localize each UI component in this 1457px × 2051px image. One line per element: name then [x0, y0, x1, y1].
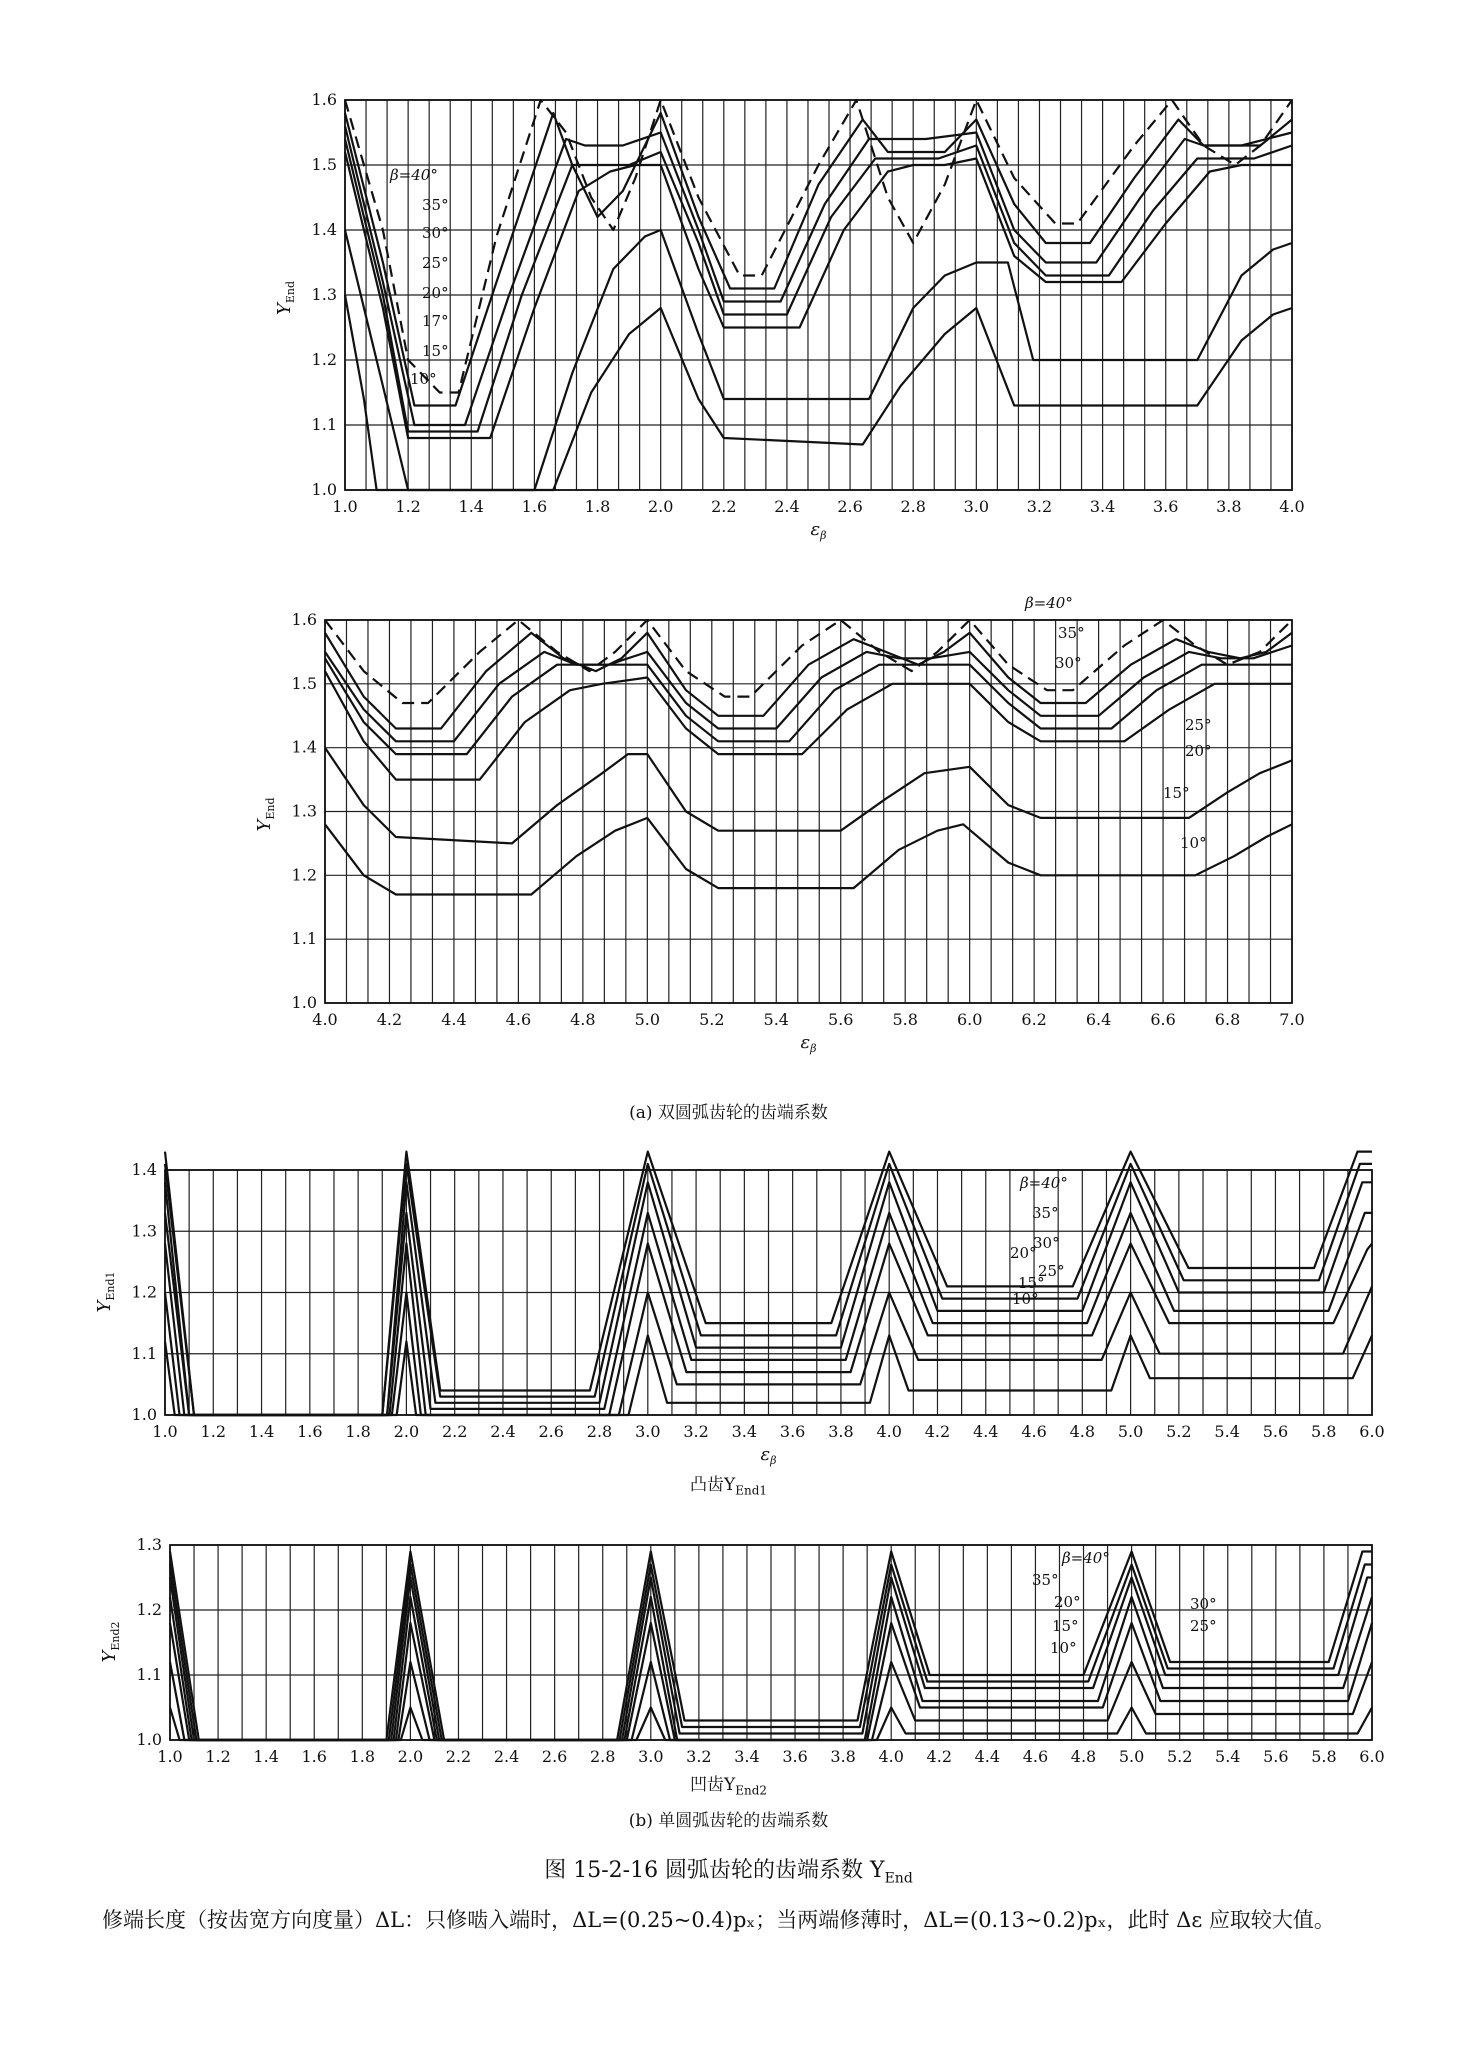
series-label: 25°: [1038, 1262, 1065, 1280]
x-tick-label: 6.2: [1021, 1010, 1047, 1029]
y-tick-label: 1.1: [311, 415, 337, 434]
y-tick-label: 1.6: [291, 610, 317, 629]
x-axis-label: $\varepsilon_\beta$: [760, 1444, 777, 1467]
x-tick-label: 1.0: [152, 1422, 178, 1441]
x-tick-label: 4.4: [973, 1422, 999, 1441]
y-tick-label: 1.1: [131, 1343, 157, 1363]
y-tick-label: 1.4: [291, 737, 317, 757]
series-label: β=40°: [1062, 1549, 1110, 1567]
y-tick-label: 1.1: [136, 1665, 162, 1684]
chart-a-upper: [0, 60, 1457, 630]
x-tick-label: 5.4: [1214, 1422, 1240, 1441]
x-tick-label: 1.4: [248, 1422, 275, 1441]
x-tick-label: 5.0: [1118, 1747, 1145, 1766]
x-tick-label: 4.2: [926, 1747, 953, 1766]
series-line-10deg: [325, 818, 1292, 895]
y-axis-label: $Y_{End2}$: [99, 1621, 122, 1663]
x-tick-label: 6.6: [1150, 1010, 1176, 1029]
x-tick-label: 6.0: [956, 1010, 983, 1029]
series-label: 30°: [1055, 654, 1082, 672]
series-label: 20°: [1054, 1593, 1081, 1611]
body-paragraph: 修端长度（按齿宽方向度量）ΔL：只修啮入端时，ΔL=(0.25~0.4)pₓ；当两端修薄时，ΔL=(0.13~0.2)pₓ，此时 Δε 应取较大值。: [102, 1908, 1335, 1932]
series-label: β=40°: [1020, 1174, 1068, 1192]
series-line-25deg: [325, 658, 1292, 754]
x-tick-label: 2.4: [774, 497, 800, 516]
series-label: 25°: [1185, 716, 1212, 734]
x-tick-label: 3.2: [686, 1747, 712, 1766]
series-label: 10°: [410, 370, 437, 388]
x-tick-label: 4.0: [312, 1010, 338, 1029]
series-label: 30°: [422, 224, 449, 242]
series-label: 15°: [422, 342, 449, 360]
x-tick-label: 4.0: [878, 1747, 904, 1766]
x-tick-label: 3.4: [734, 1747, 760, 1766]
x-tick-label: 3.2: [1026, 497, 1053, 516]
x-tick-label: 1.8: [584, 497, 611, 516]
x-tick-label: 1.4: [458, 497, 484, 516]
x-tick-label: 3.8: [830, 1747, 856, 1766]
y-tick-label: 1.0: [311, 480, 337, 499]
x-tick-label: 3.0: [963, 497, 990, 516]
x-tick-label: 1.6: [521, 497, 548, 516]
series-line-15deg: [325, 748, 1292, 844]
x-tick-label: 2.4: [493, 1747, 520, 1766]
x-tick-label: 1.2: [200, 1422, 227, 1441]
y-tick-label: 1.2: [131, 1282, 157, 1302]
figure-title: [0, 1853, 1457, 1886]
chart-b-concave: [0, 1525, 1457, 1765]
series-label: 20°: [422, 284, 449, 302]
series-line-30deg: [345, 126, 1292, 425]
chart-a-lower: [0, 580, 1457, 1100]
x-tick-label: 2.6: [541, 1747, 568, 1766]
y-tick-label: 1.3: [291, 801, 317, 821]
x-tick-label: 6.4: [1085, 1010, 1112, 1029]
y-tick-label: 1.0: [136, 1730, 162, 1749]
series-label: 35°: [1032, 1571, 1059, 1589]
caption-b-convex-text: 凸齿Y: [689, 1475, 736, 1495]
caption-b-convex-sub: End1: [735, 1483, 768, 1498]
x-axis-label-sub: β: [770, 1454, 777, 1467]
x-tick-label: 4.6: [1022, 1747, 1049, 1766]
series-label: 35°: [1058, 624, 1085, 642]
caption-a: (a) 双圆弧齿轮的齿端系数: [629, 1103, 828, 1123]
figure-title-sub: End: [884, 1870, 913, 1887]
caption-b-concave: [0, 1770, 1457, 1797]
series-label: 25°: [1190, 1617, 1217, 1635]
caption-b: (b) 单圆弧齿轮的齿端系数: [628, 1811, 829, 1831]
x-tick-label: 2.0: [647, 497, 674, 516]
x-tick-label: 4.6: [1021, 1422, 1047, 1441]
x-tick-label: 1.8: [345, 1422, 371, 1441]
series-label: 10°: [1012, 1290, 1039, 1308]
x-tick-label: 5.8: [1311, 1747, 1337, 1766]
x-tick-label: 2.8: [586, 1422, 613, 1441]
x-tick-label: 1.6: [301, 1747, 327, 1766]
x-tick-label: 2.2: [711, 497, 737, 516]
y-tick-label: 1.4: [311, 220, 337, 239]
y-axis-label-sub: End: [284, 280, 297, 304]
series-label: 30°: [1190, 1595, 1217, 1613]
x-tick-label: 2.0: [397, 1747, 424, 1766]
y-tick-label: 1.0: [291, 993, 317, 1012]
x-tick-label: 5.0: [634, 1010, 661, 1029]
series-label: 10°: [1050, 1639, 1077, 1657]
x-tick-label: 7.0: [1279, 1010, 1305, 1029]
x-tick-label: 3.6: [1153, 497, 1179, 516]
x-tick-label: 2.4: [490, 1422, 516, 1441]
x-tick-label: 2.8: [900, 497, 926, 516]
x-tick-label: 5.4: [763, 1010, 789, 1029]
x-tick-label: 2.2: [445, 1747, 472, 1766]
x-tick-label: 6.8: [1214, 1010, 1241, 1029]
x-tick-label: 5.2: [1166, 1422, 1192, 1441]
x-tick-label: 5.8: [1310, 1422, 1337, 1441]
x-tick-label: 3.6: [782, 1747, 808, 1766]
y-axis-label-sub: End2: [109, 1621, 122, 1651]
x-tick-label: 2.8: [589, 1747, 616, 1766]
series-label: 35°: [422, 196, 449, 214]
x-tick-label: 3.4: [731, 1422, 758, 1441]
y-axis-label: $Y_{End}$: [274, 280, 297, 315]
x-tick-label: 5.6: [1262, 1422, 1289, 1441]
x-tick-label: 2.0: [393, 1422, 420, 1441]
x-tick-label: 5.2: [699, 1010, 725, 1029]
series-label: 15°: [1052, 1617, 1079, 1635]
series-line-20deg: [325, 671, 1292, 780]
x-tick-label: 2.2: [441, 1422, 468, 1441]
caption-b-concave-sub: End2: [735, 1783, 768, 1798]
x-tick-label: 4.4: [441, 1010, 467, 1029]
y-axis-label-sub: End: [264, 797, 277, 820]
x-tick-label: 2.6: [837, 497, 863, 516]
x-tick-label: 1.6: [297, 1422, 323, 1441]
y-tick-label: 1.3: [136, 1535, 162, 1554]
x-tick-label: 4.6: [505, 1010, 532, 1029]
series-line-30deg: [325, 646, 1292, 742]
x-tick-label: 5.2: [1166, 1747, 1193, 1766]
chart-b-convex: [0, 1150, 1457, 1467]
y-tick-label: 1.5: [291, 673, 317, 693]
x-tick-label: 1.8: [349, 1747, 376, 1766]
x-tick-label: 3.8: [828, 1422, 854, 1441]
x-tick-label: 1.0: [332, 497, 358, 516]
y-axis-label: $Y_{End}$: [254, 797, 277, 832]
x-tick-label: 2.6: [538, 1422, 564, 1441]
x-axis-label: $\varepsilon_\beta$: [800, 1032, 817, 1055]
x-axis-label: $\varepsilon_\beta$: [810, 519, 827, 542]
y-tick-label: 1.0: [131, 1405, 157, 1424]
x-tick-label: 4.0: [876, 1422, 902, 1441]
series-label: 30°: [1033, 1234, 1060, 1252]
x-tick-label: 4.8: [570, 1010, 596, 1029]
y-axis-label: $Y_{End1}$: [94, 1271, 117, 1313]
x-tick-label: 3.6: [779, 1422, 806, 1441]
figure-title-text: 图 15-2-16 圆弧齿轮的齿端系数 Y: [544, 1858, 885, 1883]
series-label: 15°: [1018, 1274, 1045, 1292]
x-tick-label: 1.4: [253, 1747, 279, 1766]
x-tick-label: 3.0: [638, 1747, 664, 1766]
y-tick-label: 1.2: [311, 350, 337, 369]
series-label: 17°: [422, 312, 449, 330]
x-tick-label: 6.0: [1359, 1747, 1385, 1766]
x-tick-label: 4.8: [1069, 1422, 1096, 1441]
x-tick-label: 5.6: [1263, 1747, 1289, 1766]
series-label: 25°: [422, 254, 449, 272]
series-label: 10°: [1180, 834, 1207, 852]
x-tick-label: 1.0: [157, 1747, 183, 1766]
x-tick-label: 3.8: [1216, 497, 1242, 516]
x-tick-label: 5.0: [1117, 1422, 1144, 1441]
y-tick-label: 1.2: [136, 1600, 162, 1619]
x-axis-label-sub: β: [820, 529, 827, 542]
y-tick-label: 1.2: [291, 865, 317, 885]
series-label: 20°: [1185, 742, 1212, 760]
x-tick-label: 3.2: [683, 1422, 709, 1441]
series-label: β=40°: [390, 166, 438, 184]
x-tick-label: 3.0: [635, 1422, 661, 1441]
y-tick-label: 1.3: [131, 1221, 157, 1241]
series-label: β=40°: [1025, 594, 1073, 612]
series-label: 35°: [1032, 1204, 1059, 1222]
series-label: 20°: [1010, 1244, 1037, 1262]
x-tick-label: 5.4: [1215, 1747, 1241, 1766]
y-tick-label: 1.6: [311, 90, 337, 109]
x-tick-label: 5.8: [892, 1010, 918, 1029]
x-tick-label: 4.2: [376, 1010, 403, 1029]
x-tick-label: 3.4: [1089, 497, 1116, 516]
x-axis-label-sub: β: [810, 1042, 817, 1055]
x-tick-label: 4.2: [924, 1422, 951, 1441]
x-tick-label: 6.0: [1359, 1422, 1385, 1441]
x-tick-label: 1.2: [395, 497, 421, 516]
caption-b-convex: [0, 1470, 1457, 1497]
series-line-35deg: [325, 633, 1292, 729]
y-tick-label: 1.3: [311, 285, 337, 304]
y-tick-label: 1.4: [131, 1160, 157, 1179]
caption-b-concave-text: 凹齿Y: [689, 1775, 736, 1795]
x-tick-label: 4.4: [974, 1747, 1001, 1766]
y-tick-label: 1.5: [311, 155, 337, 174]
x-tick-label: 1.2: [205, 1747, 231, 1766]
x-tick-label: 4.8: [1070, 1747, 1097, 1766]
x-tick-label: 4.0: [1279, 497, 1305, 516]
y-tick-label: 1.1: [291, 929, 317, 949]
y-axis-label-sub: End1: [104, 1271, 117, 1301]
x-tick-label: 5.6: [828, 1010, 854, 1029]
series-line-10deg: [345, 295, 1292, 490]
series-label: 15°: [1163, 784, 1190, 802]
